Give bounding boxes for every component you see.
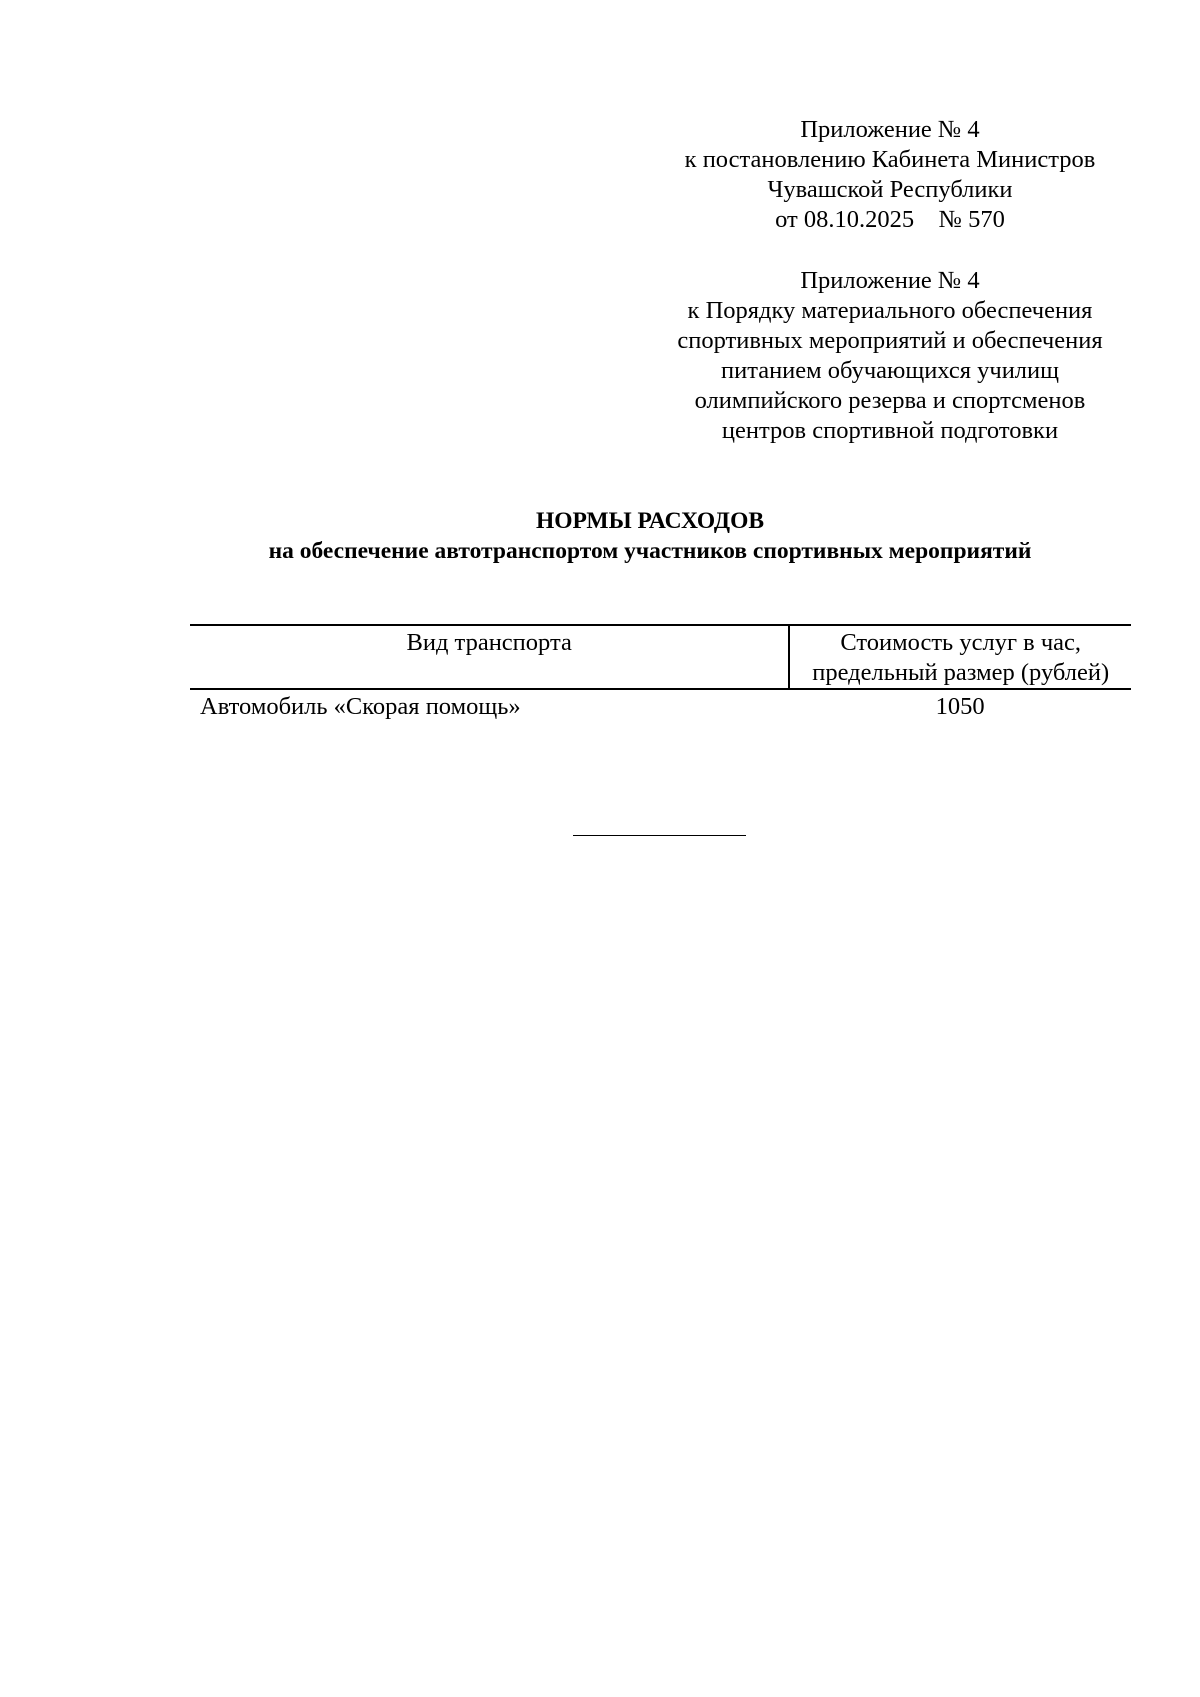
title-subtitle: на обеспечение автотранспортом участников спортивных мероприятий [268, 538, 1032, 564]
resolution-appendix-line: к постановлению Кабинета Министров [684, 146, 1096, 173]
end-of-document-rule [573, 835, 746, 836]
order-appendix-line: Приложение № 4 [800, 267, 980, 294]
title-main: НОРМЫ РАСХОДОВ [535, 508, 765, 534]
document-title [150, 506, 1150, 566]
header-transport-type: Вид транспорта [190, 625, 789, 689]
transport-type-cell: Автомобиль «Скорая помощь» [200, 693, 521, 720]
order-appendix-line: олимпийского резерва и спортсменов [694, 387, 1086, 414]
order-appendix-line: питанием обучающихся училищ [720, 357, 1060, 384]
order-appendix-header [640, 266, 1140, 446]
table-header-row [190, 625, 1131, 689]
order-appendix-line: к Порядку материального обеспечения [687, 297, 1093, 324]
order-appendix-line: центров спортивной подготовки [721, 417, 1059, 444]
header-hourly-cost: Стоимость услуг в час, предельный размер (рублей) [789, 625, 1131, 689]
table-row [190, 689, 1131, 722]
resolution-appendix-header [660, 115, 1120, 235]
resolution-appendix-line: от 08.10.2025 № 570 [775, 206, 1005, 233]
hourly-cost-cell: 1050 [935, 693, 985, 720]
resolution-appendix-line: Приложение № 4 [800, 116, 980, 143]
order-appendix-line: спортивных мероприятий и обеспечения [677, 327, 1103, 354]
expense-norms-table [190, 624, 1131, 722]
resolution-appendix-line: Чувашской Республики [767, 176, 1013, 203]
